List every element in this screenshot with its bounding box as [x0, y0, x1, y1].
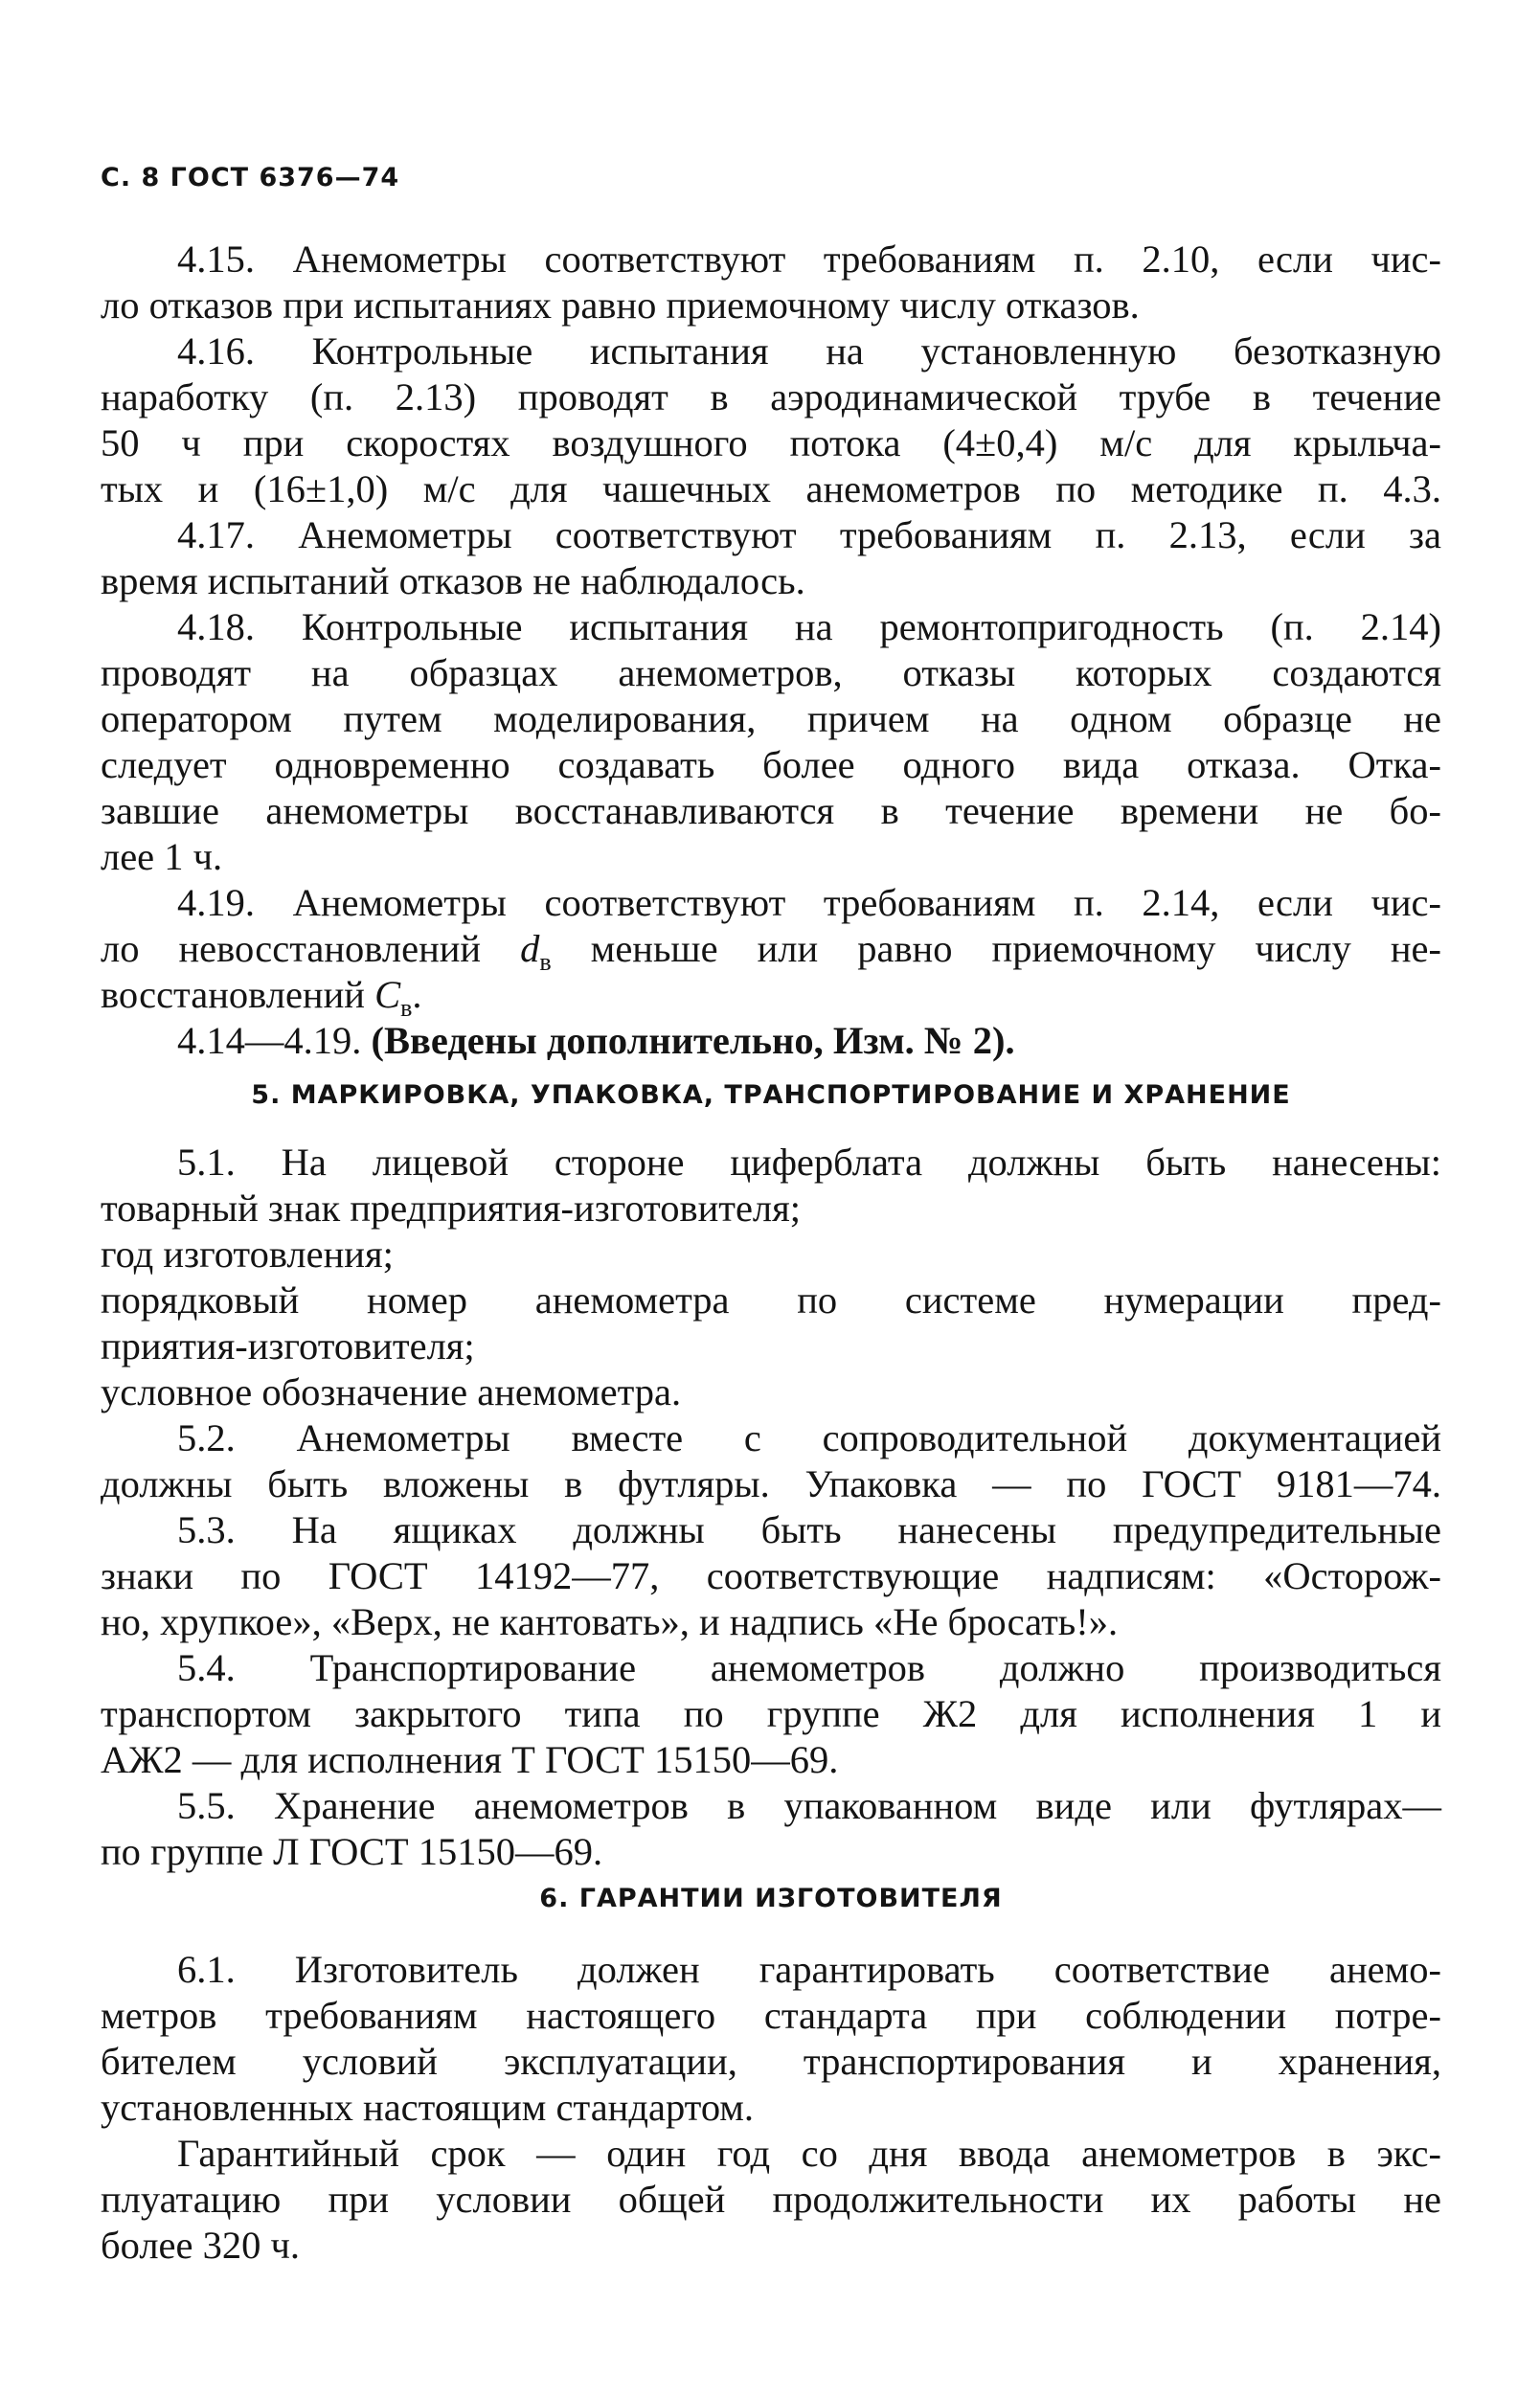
- para-5-4-line: транспортом закрытого типа по группе Ж2 для исполнения 1 и: [101, 1692, 1441, 1735]
- para-6-2-line: Гарантийный срок — один год со дня ввода анемометров в экс-: [177, 2132, 1441, 2175]
- para-5-4-line: 5.4. Транспортирование анемометров должно производиться: [177, 1646, 1441, 1689]
- para-4-18-line: лее 1 ч.: [101, 835, 223, 878]
- para-4-16-line: тых и (16±1,0) м/с для чашечных анемометров по методике п. 4.3.: [101, 467, 1441, 510]
- para-5-2-line: должны быть вложены в футляры. Упаковка — по ГОСТ 9181—74.: [101, 1462, 1441, 1505]
- para-4-16-line: 50 ч при скоростях воздушного потока (4±0,4) м/с для крыльча-: [101, 421, 1441, 464]
- section-4-text: [101, 237, 1441, 1064]
- para-4-19-line: восстановлений $C_в$.: [101, 973, 422, 1023]
- para-4-18-line: следует одновременно создавать более одного вида отказа. Отка-: [101, 743, 1441, 786]
- para-4-18-line: проводят на образцах анемометров, отказы которых создаются: [101, 651, 1441, 694]
- para-6-2-line: более 320 ч.: [101, 2224, 300, 2267]
- para-4-16-line: наработку (п. 2.13) проводят в аэродинамической трубе в течение: [101, 375, 1441, 418]
- para-5-5-line: 5.5. Хранение анемометров в упакованном виде или футлярах—: [177, 1784, 1441, 1827]
- para-6-1-line: бителем условий эксплуатации, транспортирования и хранения,: [101, 2040, 1441, 2083]
- para-6-2-line: плуатацию при условии общей продолжительности их работы не: [101, 2178, 1441, 2221]
- para-4-16-line: 4.16. Контрольные испытания на установленную безотказную: [177, 329, 1441, 373]
- section-6-heading: 6. ГАРАНТИИ ИЗГОТОВИТЕЛЯ: [539, 1884, 1003, 1913]
- para-5-3-line: 5.3. На ящиках должны быть нанесены предупредительные: [177, 1508, 1441, 1551]
- para-4-18-line: оператором путем моделирования, причем на одном образце не: [101, 697, 1441, 740]
- amendment-note: 4.14—4.19. (Введены дополнительно, Изм. № 2).: [177, 1019, 1015, 1062]
- para-4-18-line: 4.18. Контрольные испытания на ремонтопригодность (п. 2.14): [177, 605, 1441, 648]
- para-5-1-line: условное обозначение анемометра.: [101, 1370, 682, 1413]
- para-4-15-line: 4.15. Анемометры соответствуют требованиям п. 2.10, если чис-: [177, 237, 1441, 281]
- page-header: С. 8 ГОСТ 6376—74: [101, 163, 400, 192]
- para-6-1-line: 6.1. Изготовитель должен гарантировать соответствие анемо-: [177, 1948, 1441, 1991]
- para-4-19-line: ло невосстановлений $d_в$ меньше или равно приемочному числу не-: [101, 927, 1441, 977]
- section-6-text: [101, 1947, 1441, 2269]
- para-5-1-line: год изготовления;: [101, 1232, 394, 1276]
- para-5-5-line: по группе Л ГОСТ 15150—69.: [101, 1830, 603, 1873]
- para-4-17-line: время испытаний отказов не наблюдалось.: [101, 559, 805, 602]
- para-4-17-line: 4.17. Анемометры соответствуют требованиям п. 2.13, если за: [177, 513, 1441, 556]
- para-6-1-line: установленных настоящим стандартом.: [101, 2086, 755, 2129]
- para-5-1-line: приятия-изготовителя;: [101, 1324, 475, 1368]
- para-5-3-line: но, хрупкое», «Верх, не кантовать», и надпись «Не бросать!».: [101, 1600, 1119, 1643]
- para-4-19-line: 4.19. Анемометры соответствуют требованиям п. 2.14, если чис-: [177, 881, 1441, 924]
- para-5-3-line: знаки по ГОСТ 14192—77, соответствующие надписям: «Осторож-: [101, 1554, 1441, 1597]
- para-5-1-line: товарный знак предприятия-изготовителя;: [101, 1187, 802, 1230]
- section-5-text: [101, 1140, 1441, 1875]
- section-5-heading: 5. МАРКИРОВКА, УПАКОВКА, ТРАНСПОРТИРОВАНИЕ И ХРАНЕНИЕ: [251, 1080, 1291, 1110]
- para-5-2-line: 5.2. Анемометры вместе с сопроводительной документацией: [177, 1416, 1441, 1459]
- para-5-4-line: АЖ2 — для исполнения Т ГОСТ 15150—69.: [101, 1738, 839, 1781]
- para-5-1-line: 5.1. На лицевой стороне циферблата должны быть нанесены:: [177, 1141, 1441, 1184]
- para-4-15-line: ло отказов при испытаниях равно приемочному числу отказов.: [101, 283, 1140, 327]
- para-6-1-line: метров требованиям настоящего стандарта при соблюдении потре-: [101, 1994, 1441, 2037]
- para-5-1-line: порядковый номер анемометра по системе нумерации пред-: [101, 1278, 1441, 1322]
- para-4-18-line: завшие анемометры восстанавливаются в течение времени не бо-: [101, 789, 1441, 832]
